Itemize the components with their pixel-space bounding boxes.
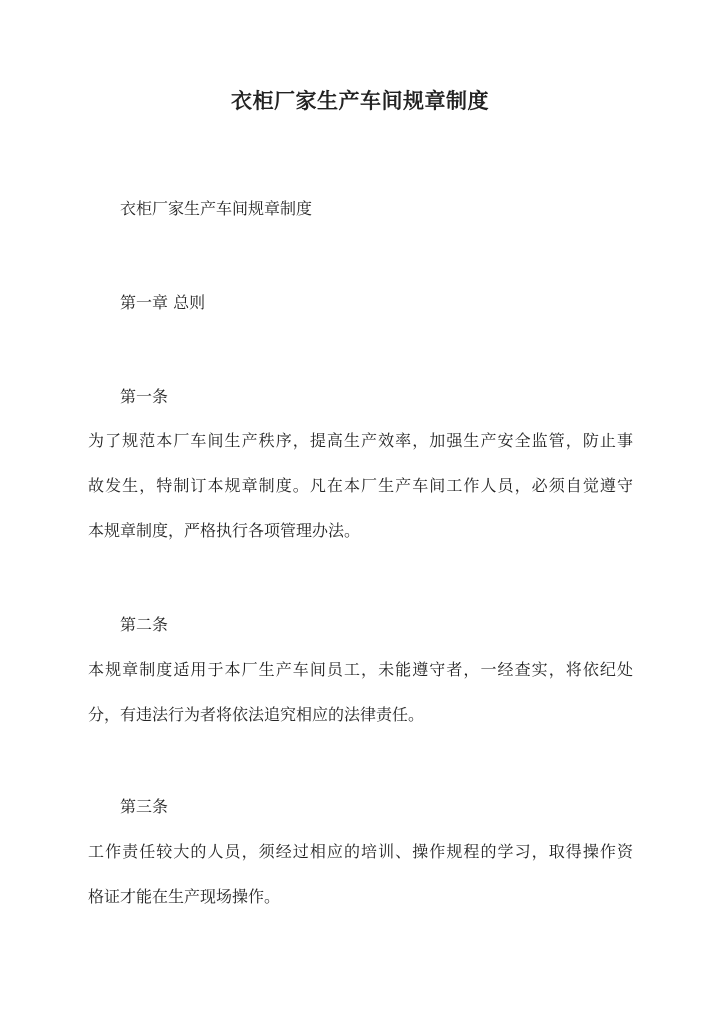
article-2-line-2: 分，有违法行为者将依法追究相应的法律责任。: [88, 705, 425, 724]
document-subtitle: 衣柜厂家生产车间规章制度: [120, 199, 313, 218]
chapter-heading: 第一章 总则: [120, 293, 206, 312]
document-title: 衣柜厂家生产车间规章制度: [231, 88, 489, 113]
article-1-line-1: 为了规范本厂车间生产秩序，提高生产效率，加强生产安全监管，防止事: [88, 431, 633, 450]
article-2-line-1: 本规章制度适用于本厂生产车间员工，未能遵守者，一经查实，将依纪处: [88, 660, 633, 679]
article-1-line-2: 故发生，特制订本规章制度。凡在本厂生产车间工作人员，必须自觉遵守: [88, 476, 633, 495]
article-1-heading: 第一条: [120, 387, 169, 406]
article-3-line-1: 工作责任较大的人员，须经过相应的培训、操作规程的学习，取得操作资: [88, 842, 633, 861]
article-1-line-3: 本规章制度，严格执行各项管理办法。: [88, 521, 361, 540]
article-2-heading: 第二条: [120, 615, 169, 634]
article-3-heading: 第三条: [120, 797, 169, 816]
article-3-line-2: 格证才能在生产现场操作。: [88, 887, 281, 906]
